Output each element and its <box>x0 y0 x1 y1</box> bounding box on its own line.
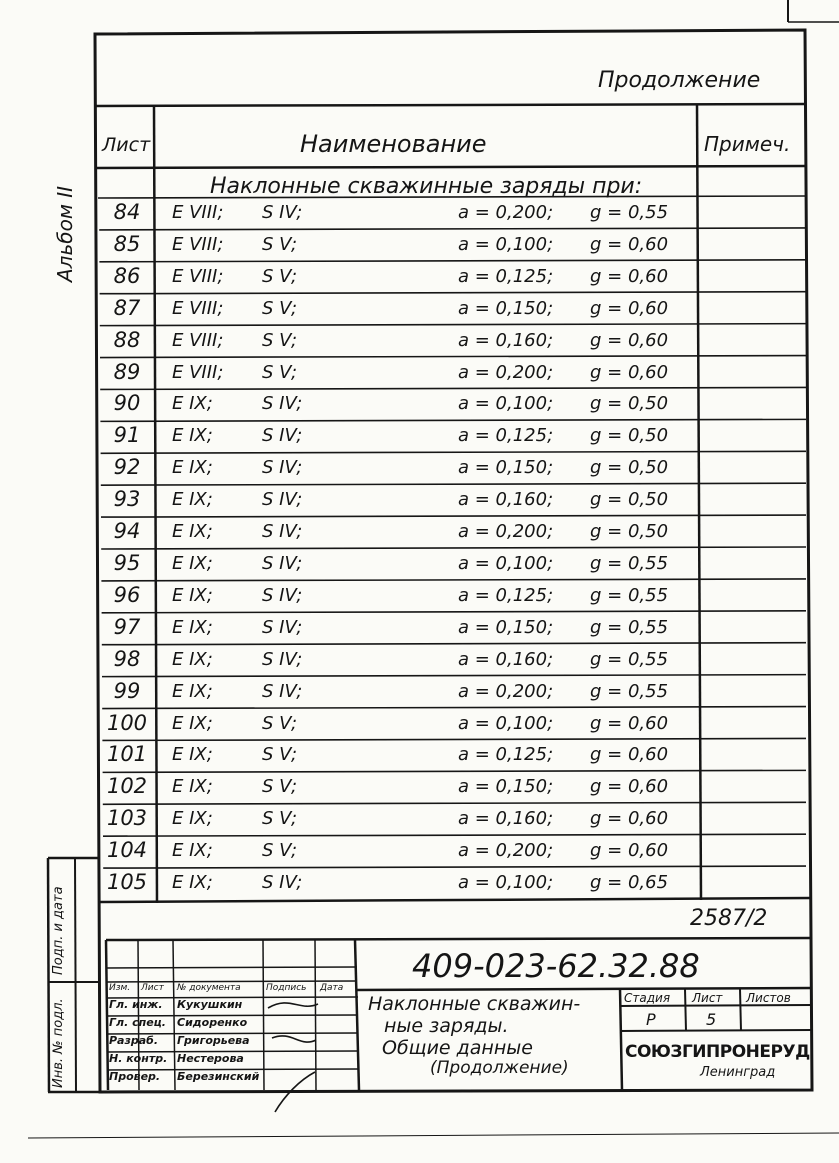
row-g-value: g = 0,50 <box>590 393 669 415</box>
row-s-value: S IV; <box>262 393 303 415</box>
row-s-value: S V; <box>262 297 298 319</box>
row-sheet-number: 90 <box>113 391 141 416</box>
row-g-value: g = 0,50 <box>590 489 669 511</box>
row-g-value: g = 0,50 <box>590 521 669 543</box>
row-s-value: S V; <box>262 840 298 862</box>
row-s-value: S IV; <box>262 202 303 223</box>
row-a-value: a = 0,200; <box>458 361 554 383</box>
signature-date-label: Подп. и дата <box>51 886 66 975</box>
row-a-value: a = 0,150; <box>458 457 554 479</box>
organization-name: СОЮЗГИПРОНЕРУД <box>625 1042 810 1062</box>
row-sheet-number: 88 <box>113 327 141 352</box>
row-e-value: E VIII; <box>172 233 224 255</box>
row-g-value: g = 0,60 <box>590 776 669 798</box>
title-role: Разраб. <box>109 1034 159 1047</box>
row-g-value: g = 0,60 <box>590 233 669 255</box>
row-a-value: a = 0,160; <box>458 329 554 351</box>
row-e-value: E IX; <box>172 840 213 862</box>
row-e-value: E VIII; <box>172 202 224 223</box>
row-sheet-number: 103 <box>106 806 148 831</box>
row-sheet-number: 100 <box>106 710 148 735</box>
row-s-value: S IV; <box>262 553 303 574</box>
title-person-name: Березинский <box>177 1070 260 1083</box>
row-s-value: S IV; <box>262 457 303 479</box>
title-line-1: Наклонные скважин- <box>368 993 581 1015</box>
row-a-value: a = 0,160; <box>458 489 554 511</box>
row-s-value: S IV; <box>262 521 303 543</box>
row-e-value: E IX; <box>172 489 213 511</box>
revision-header-doc: № документа <box>177 983 241 993</box>
row-e-value: E IX; <box>172 872 213 894</box>
row-a-value: a = 0,200; <box>458 521 554 543</box>
row-e-value: E IX; <box>172 584 213 606</box>
row-s-value: S IV; <box>262 648 303 670</box>
title-person-name: Григорьева <box>177 1034 250 1047</box>
row-g-value: g = 0,60 <box>590 712 669 734</box>
row-sheet-number: 95 <box>113 551 141 575</box>
row-sheet-number: 99 <box>113 678 141 703</box>
sheet-value: 5 <box>706 1010 717 1029</box>
row-e-value: E IX; <box>172 393 213 415</box>
revision-header-change: Изм. <box>109 983 131 993</box>
row-e-value: E IX; <box>172 521 213 543</box>
row-divider <box>99 260 806 262</box>
row-a-value: a = 0,160; <box>458 808 554 830</box>
row-a-value: a = 0,150; <box>458 776 554 798</box>
row-s-value: S IV; <box>262 425 303 447</box>
row-s-value: S V; <box>262 265 298 287</box>
row-a-value: a = 0,150; <box>458 297 554 319</box>
note-column-header: Примеч. <box>704 132 791 156</box>
row-a-value: a = 0,100; <box>458 872 554 894</box>
row-g-value: g = 0,55 <box>590 648 669 670</box>
row-e-value: E VIII; <box>172 297 224 319</box>
row-a-value: a = 0,200; <box>458 680 554 702</box>
sheets-label: Листов <box>746 991 791 1005</box>
row-s-value: S V; <box>262 744 298 766</box>
row-e-value: E IX; <box>172 457 213 479</box>
row-g-value: g = 0,55 <box>590 680 669 702</box>
row-g-value: g = 0,55 <box>590 584 669 606</box>
row-g-value: g = 0,50 <box>590 425 669 447</box>
row-a-value: a = 0,125; <box>458 584 554 606</box>
row-divider <box>101 451 806 453</box>
row-e-value: E IX; <box>172 712 213 734</box>
row-g-value: g = 0,60 <box>590 265 669 287</box>
row-s-value: S IV; <box>262 616 303 638</box>
row-g-value: g = 0,55 <box>590 616 669 638</box>
document-code: 409-023-62.32.88 <box>412 947 700 985</box>
row-g-value: g = 0,65 <box>590 872 669 894</box>
title-line-2: ные заряды. <box>384 1015 509 1037</box>
row-divider <box>100 292 806 294</box>
sheet-label: Лист <box>692 991 723 1005</box>
row-s-value: S V; <box>262 329 298 351</box>
title-line-4: (Продолжение) <box>430 1058 569 1078</box>
row-g-value: g = 0,50 <box>590 457 669 479</box>
row-sheet-number: 96 <box>113 582 141 607</box>
row-e-value: E IX; <box>172 425 213 447</box>
row-sheet-number: 98 <box>113 646 141 671</box>
row-sheet-number: 89 <box>113 359 141 384</box>
row-s-value: S IV; <box>262 584 303 606</box>
name-column-header: Наименование <box>300 130 487 158</box>
row-sheet-number: 86 <box>113 263 141 288</box>
row-a-value: a = 0,125; <box>458 265 554 287</box>
row-g-value: g = 0,60 <box>590 744 669 766</box>
row-s-value: S V; <box>262 712 298 734</box>
row-a-value: a = 0,125; <box>458 425 554 447</box>
row-sheet-number: 101 <box>106 742 148 767</box>
title-person-name: Кукушкин <box>177 998 243 1011</box>
row-sheet-number: 105 <box>106 870 148 895</box>
row-g-value: g = 0,55 <box>590 553 669 574</box>
row-divider <box>100 387 806 389</box>
row-g-value: g = 0,60 <box>590 808 669 830</box>
stage-value: Р <box>646 1010 656 1029</box>
row-e-value: E IX; <box>172 648 213 670</box>
row-divider <box>99 228 806 230</box>
row-a-value: a = 0,100; <box>458 393 554 415</box>
row-e-value: E IX; <box>172 553 213 574</box>
sheet-column-header: Лист <box>102 134 151 156</box>
row-s-value: S IV; <box>262 872 303 894</box>
reference-number: 2587/2 <box>690 906 768 931</box>
row-e-value: E IX; <box>172 808 213 830</box>
row-divider <box>101 483 806 485</box>
row-g-value: g = 0,60 <box>590 840 669 862</box>
row-sheet-number: 93 <box>113 487 141 512</box>
row-e-value: E VIII; <box>172 361 224 383</box>
row-sheet-number: 91 <box>113 423 141 448</box>
row-g-value: g = 0,55 <box>590 202 669 223</box>
row-e-value: E IX; <box>172 616 213 638</box>
title-role: Гл. инж. <box>109 998 163 1011</box>
title-role: Провер. <box>109 1070 161 1083</box>
row-s-value: S IV; <box>262 489 303 511</box>
row-sheet-number: 87 <box>113 295 141 320</box>
title-person-name: Нестерова <box>177 1052 244 1065</box>
row-e-value: E VIII; <box>172 265 224 287</box>
row-a-value: a = 0,100; <box>458 712 554 734</box>
row-sheet-number: 84 <box>113 200 141 224</box>
row-s-value: S V; <box>262 808 298 830</box>
row-a-value: a = 0,160; <box>458 648 554 670</box>
row-a-value: a = 0,150; <box>458 616 554 638</box>
row-s-value: S V; <box>262 361 298 383</box>
row-g-value: g = 0,60 <box>590 329 669 351</box>
title-line-3: Общие данные <box>382 1037 533 1059</box>
continuation-label: Продолжение <box>598 68 761 93</box>
row-e-value: E IX; <box>172 744 213 766</box>
revision-header-date: Дата <box>320 983 344 993</box>
row-sheet-number: 94 <box>113 519 141 544</box>
row-sheet-number: 97 <box>113 614 141 639</box>
row-sheet-number: 92 <box>113 455 141 480</box>
title-person-name: Сидоренко <box>177 1016 248 1029</box>
row-divider <box>100 356 806 358</box>
row-sheet-number: 104 <box>106 838 148 863</box>
inventory-label: Инв. № подл. <box>51 998 66 1088</box>
stage-label: Стадия <box>624 991 671 1005</box>
revision-header-signature: Подпись <box>266 983 307 993</box>
organization-city: Ленинград <box>700 1065 776 1080</box>
row-sheet-number: 85 <box>113 231 141 256</box>
row-g-value: g = 0,60 <box>590 297 669 319</box>
row-e-value: E VIII; <box>172 329 224 351</box>
row-s-value: S V; <box>262 233 298 255</box>
row-a-value: a = 0,125; <box>458 744 554 766</box>
row-a-value: a = 0,100; <box>458 553 554 574</box>
row-e-value: E IX; <box>172 776 213 798</box>
row-a-value: a = 0,200; <box>458 202 554 223</box>
title-role: Гл. спец. <box>109 1016 166 1029</box>
row-sheet-number: 102 <box>106 774 148 799</box>
row-a-value: a = 0,100; <box>458 233 554 255</box>
revision-header-sheet: Лист <box>141 983 164 993</box>
row-e-value: E IX; <box>172 680 213 702</box>
section-title: Наклонные скважинные заряды при: <box>210 174 643 199</box>
row-s-value: S V; <box>262 776 298 798</box>
row-s-value: S IV; <box>262 680 303 702</box>
row-divider <box>100 324 806 326</box>
row-a-value: a = 0,200; <box>458 840 554 862</box>
album-label: Альбом II <box>53 185 77 282</box>
row-divider <box>100 419 806 421</box>
row-g-value: g = 0,60 <box>590 361 669 383</box>
title-role: Н. контр. <box>109 1052 168 1065</box>
